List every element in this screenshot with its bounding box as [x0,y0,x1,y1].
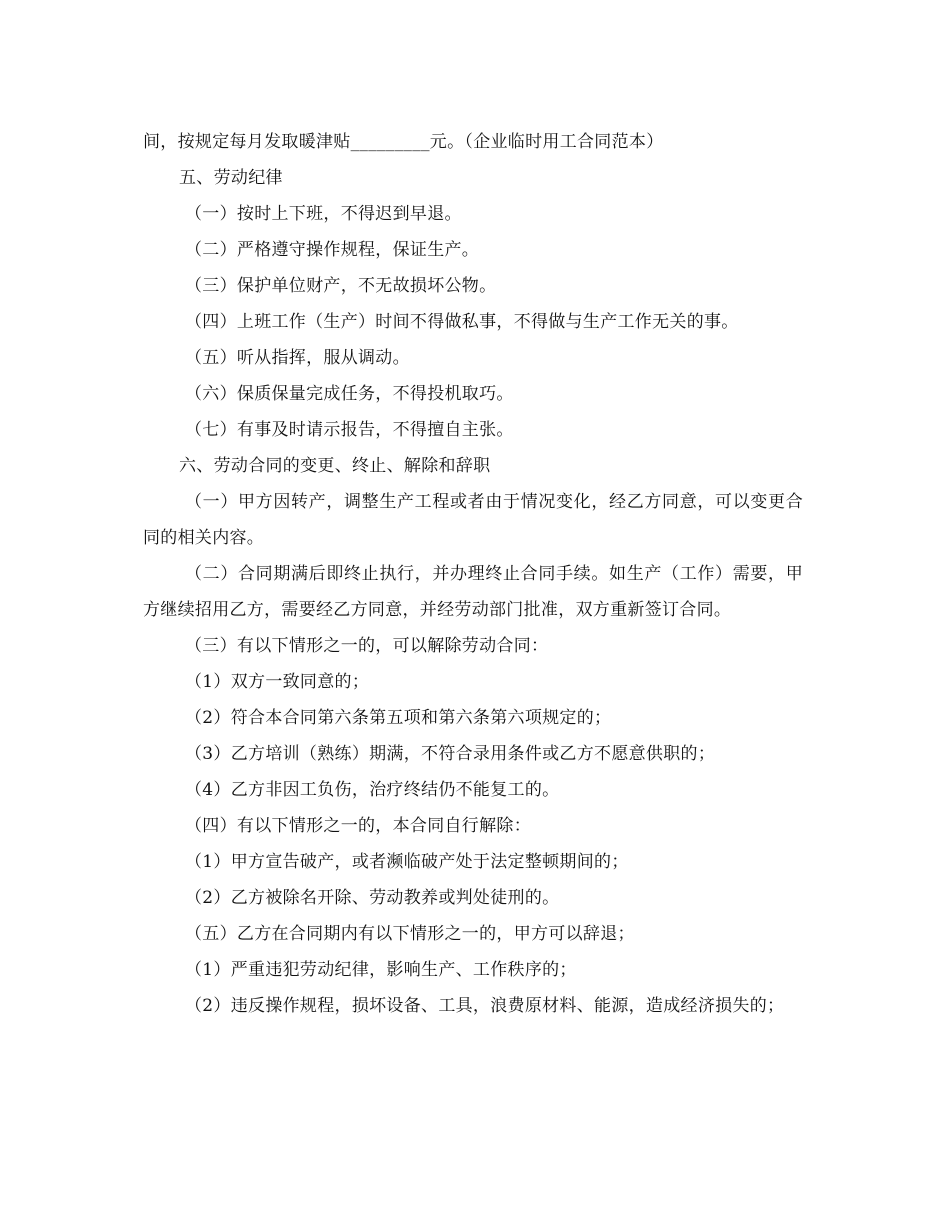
auto-termination-condition-1: （1）甲方宣告破产，或者濒临破产处于法定整顿期间的； [185,852,629,872]
termination-condition-1: （1）双方一致同意的； [185,672,370,692]
contract-change-item-2: （二）合同期满后即终止执行，并办理终止合同手续。如生产（工作）需要，甲方继续招用乙方，需要经乙方同意，并经劳动部门批准，双方重新签订合同。 [143,564,803,620]
section-heading-contract-changes: 六、劳动合同的变更、终止、解除和辞职 [179,456,491,476]
paragraph-allowance-continuation: 间，按规定每月发取暖津贴_________元。（企业临时用工合同范本） [143,132,664,152]
discipline-item-5: （五）听从指挥，服从调动。 [185,348,410,368]
contract-change-item-1: （一）甲方因转产，调整生产工程或者由于情况变化，经乙方同意，可以变更合同的相关内容。 [143,492,803,548]
dismissal-condition-2: （2）违反操作规程，损坏设备、工具，浪费原材料、能源，造成经济损失的； [185,996,785,1016]
discipline-item-1: （一）按时上下班，不得迟到早退。 [185,204,462,224]
termination-condition-3: （3）乙方培训（熟练）期满，不符合录用条件或乙方不愿意供职的； [185,744,716,764]
contract-change-item-5: （五）乙方在合同期内有以下情形之一的，甲方可以辞退； [185,924,635,944]
contract-change-item-3: （三）有以下情形之一的，可以解除劳动合同： [185,636,549,656]
discipline-item-4: （四）上班工作（生产）时间不得做私事，不得做与生产工作无关的事。 [185,312,739,332]
termination-condition-4: （4）乙方非因工负伤，治疗终结仍不能复工的。 [185,780,560,800]
discipline-item-3: （三）保护单位财产，不无故损坏公物。 [185,276,497,296]
discipline-item-7: （七）有事及时请示报告，不得擅自主张。 [185,420,514,440]
section-heading-labor-discipline: 五、劳动纪律 [179,168,283,188]
discipline-item-2: （二）严格遵守操作规程，保证生产。 [185,240,480,260]
contract-change-item-4: （四）有以下情形之一的，本合同自行解除： [185,816,531,836]
auto-termination-condition-2: （2）乙方被除名开除、劳动教养或判处徒刑的。 [185,888,560,908]
dismissal-condition-1: （1）严重违犯劳动纪律，影响生产、工作秩序的； [185,960,577,980]
document-body [143,124,803,1024]
discipline-item-6: （六）保质保量完成任务，不得投机取巧。 [185,384,514,404]
termination-condition-2: （2）符合本合同第六条第五项和第六条第六项规定的； [185,708,612,728]
